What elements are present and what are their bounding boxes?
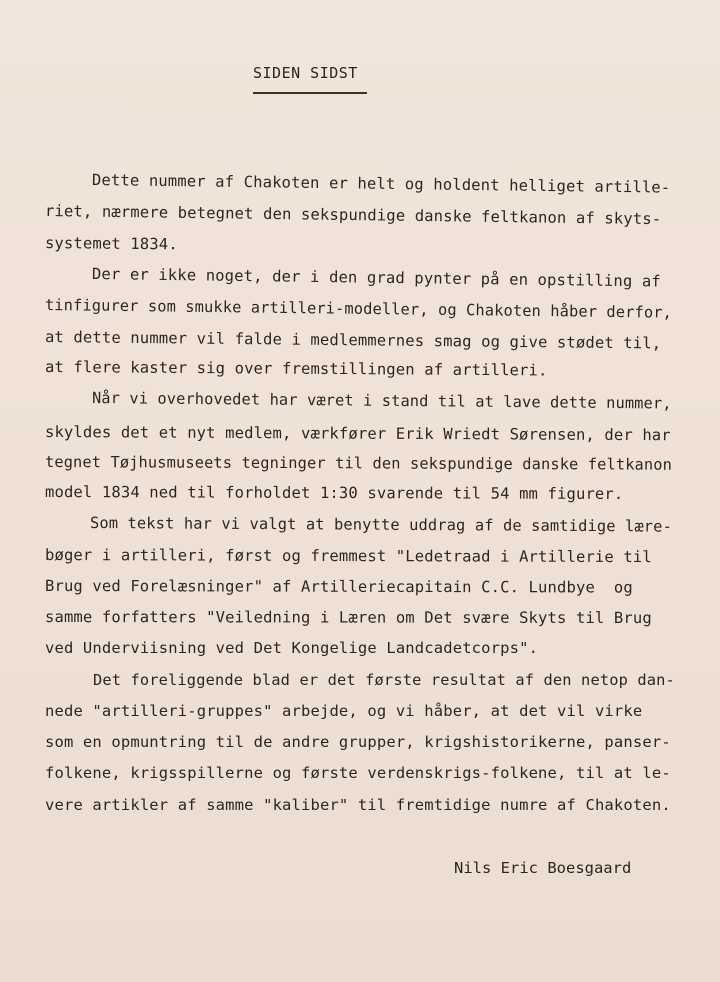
text-line: at flere kaster sig over fremstillingen af artilleri. xyxy=(44,358,548,380)
text-line: vere artikler af samme "kaliber" til fremtidige numre af Chakoten. xyxy=(45,796,671,814)
text-line: bøger i artilleri, først og fremmest "Ledetraad i Artillerie til xyxy=(44,546,652,567)
text-line: tinfigurer som smukke artilleri-modeller, og Chakoten håber derfor, xyxy=(44,296,673,322)
text-line: at dette nummer vil falde i medlemmernes smag og give stødet til, xyxy=(44,328,662,353)
page-title: SIDEN SIDST xyxy=(253,64,358,82)
text-line: samme forfatters "Veiledning i Læren om Det svære Skyts til Brug xyxy=(44,608,652,628)
title-underline xyxy=(253,92,367,94)
text-line: nede "artilleri-gruppes" arbejde, og vi håber, at det vil virke xyxy=(45,702,643,720)
text-line: model 1834 ned til forholdet 1:30 svarende til 54 mm figurer. xyxy=(44,483,624,504)
text-line: Som tekst har vi valgt at benytte uddrag af de samtidige lære- xyxy=(89,514,673,536)
signature: Nils Eric Boesgaard xyxy=(454,859,632,877)
text-line: tegnet Tøjhusmuseets tegninger til den sekspundige danske feltkanon xyxy=(44,453,673,474)
text-line: Brug ved Forelæsninger" af Artilleriecapitain C.C. Lundbye og xyxy=(44,577,633,597)
text-line: folkene, krigsspillerne og første verdenskrigs-folkene, til at le- xyxy=(45,764,671,782)
text-line: Dette nummer af Chakoten er helt og holdent helliget artille- xyxy=(91,171,671,197)
text-line: Når vi overhovedet har været i stand til at lave dette nummer, xyxy=(91,389,672,413)
text-line: ved Underviisning ved Det Kongelige Landcadetcorps". xyxy=(45,639,539,657)
text-line: Det foreliggende blad er det første resultat af den netop dan- xyxy=(92,671,675,689)
text-line: systemet 1834. xyxy=(44,234,178,254)
text-line: Der er ikke noget, der i den grad pynter på en opstilling af xyxy=(91,265,661,291)
text-line: skyldes det et nyt medlem, værkfører Erik Wriedt Sørensen, der har xyxy=(44,423,671,445)
text-line: riet, nærmere betegnet den sekspundige danske feltkanon af skyts- xyxy=(44,202,662,229)
text-line: som en opmuntring til de andre grupper, krigshistorikerne, panser- xyxy=(45,733,671,751)
